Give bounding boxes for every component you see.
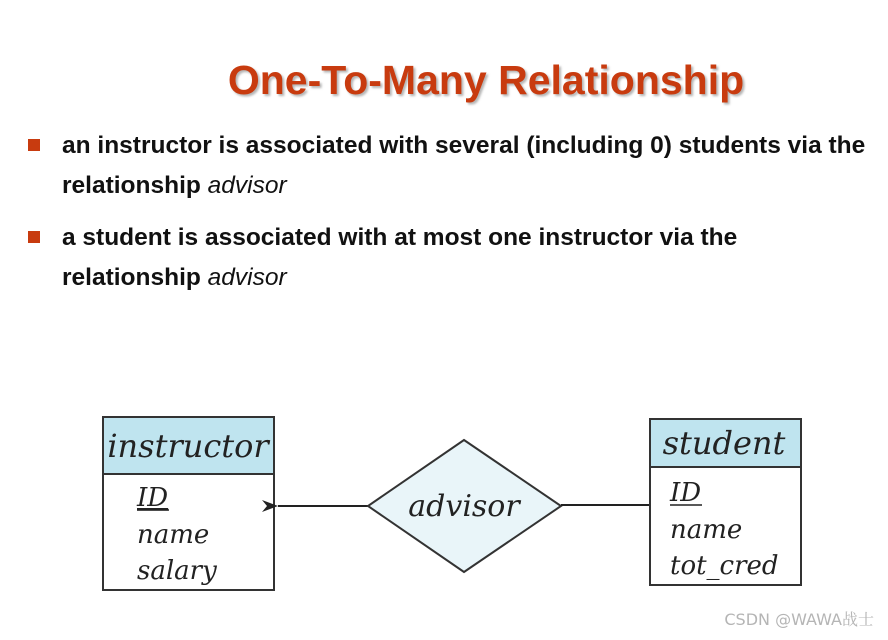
entity-instructor-attr-name: name [137, 520, 210, 550]
bullet-text: an instructor is associated with several (including 0) students via the relationship [62, 132, 866, 199]
slide-title: One-To-Many Relationship [227, 57, 745, 104]
entity-instructor-name: instructor [107, 427, 269, 465]
entity-student-name: student [662, 424, 786, 462]
bullet-emphasis: advisor [207, 172, 287, 199]
entity-student-attr-id: ID [670, 478, 702, 508]
relationship-advisor [368, 440, 561, 572]
entity-student [650, 419, 801, 585]
entity-student-attr-tot-cred: tot_cred [670, 551, 779, 581]
entity-student-attr-name: name [670, 515, 743, 545]
relationship-name: advisor [408, 489, 520, 524]
bullet-text: a student is associated with at most one instructor via the relationship [62, 224, 738, 291]
watermark: CSDN @WAWA战士 [724, 610, 874, 629]
entity-instructor-attr-salary: salary [137, 556, 217, 586]
entity-instructor [103, 417, 274, 590]
bullet-emphasis: advisor [207, 264, 287, 291]
entity-instructor-attr-id: ID [137, 483, 169, 513]
